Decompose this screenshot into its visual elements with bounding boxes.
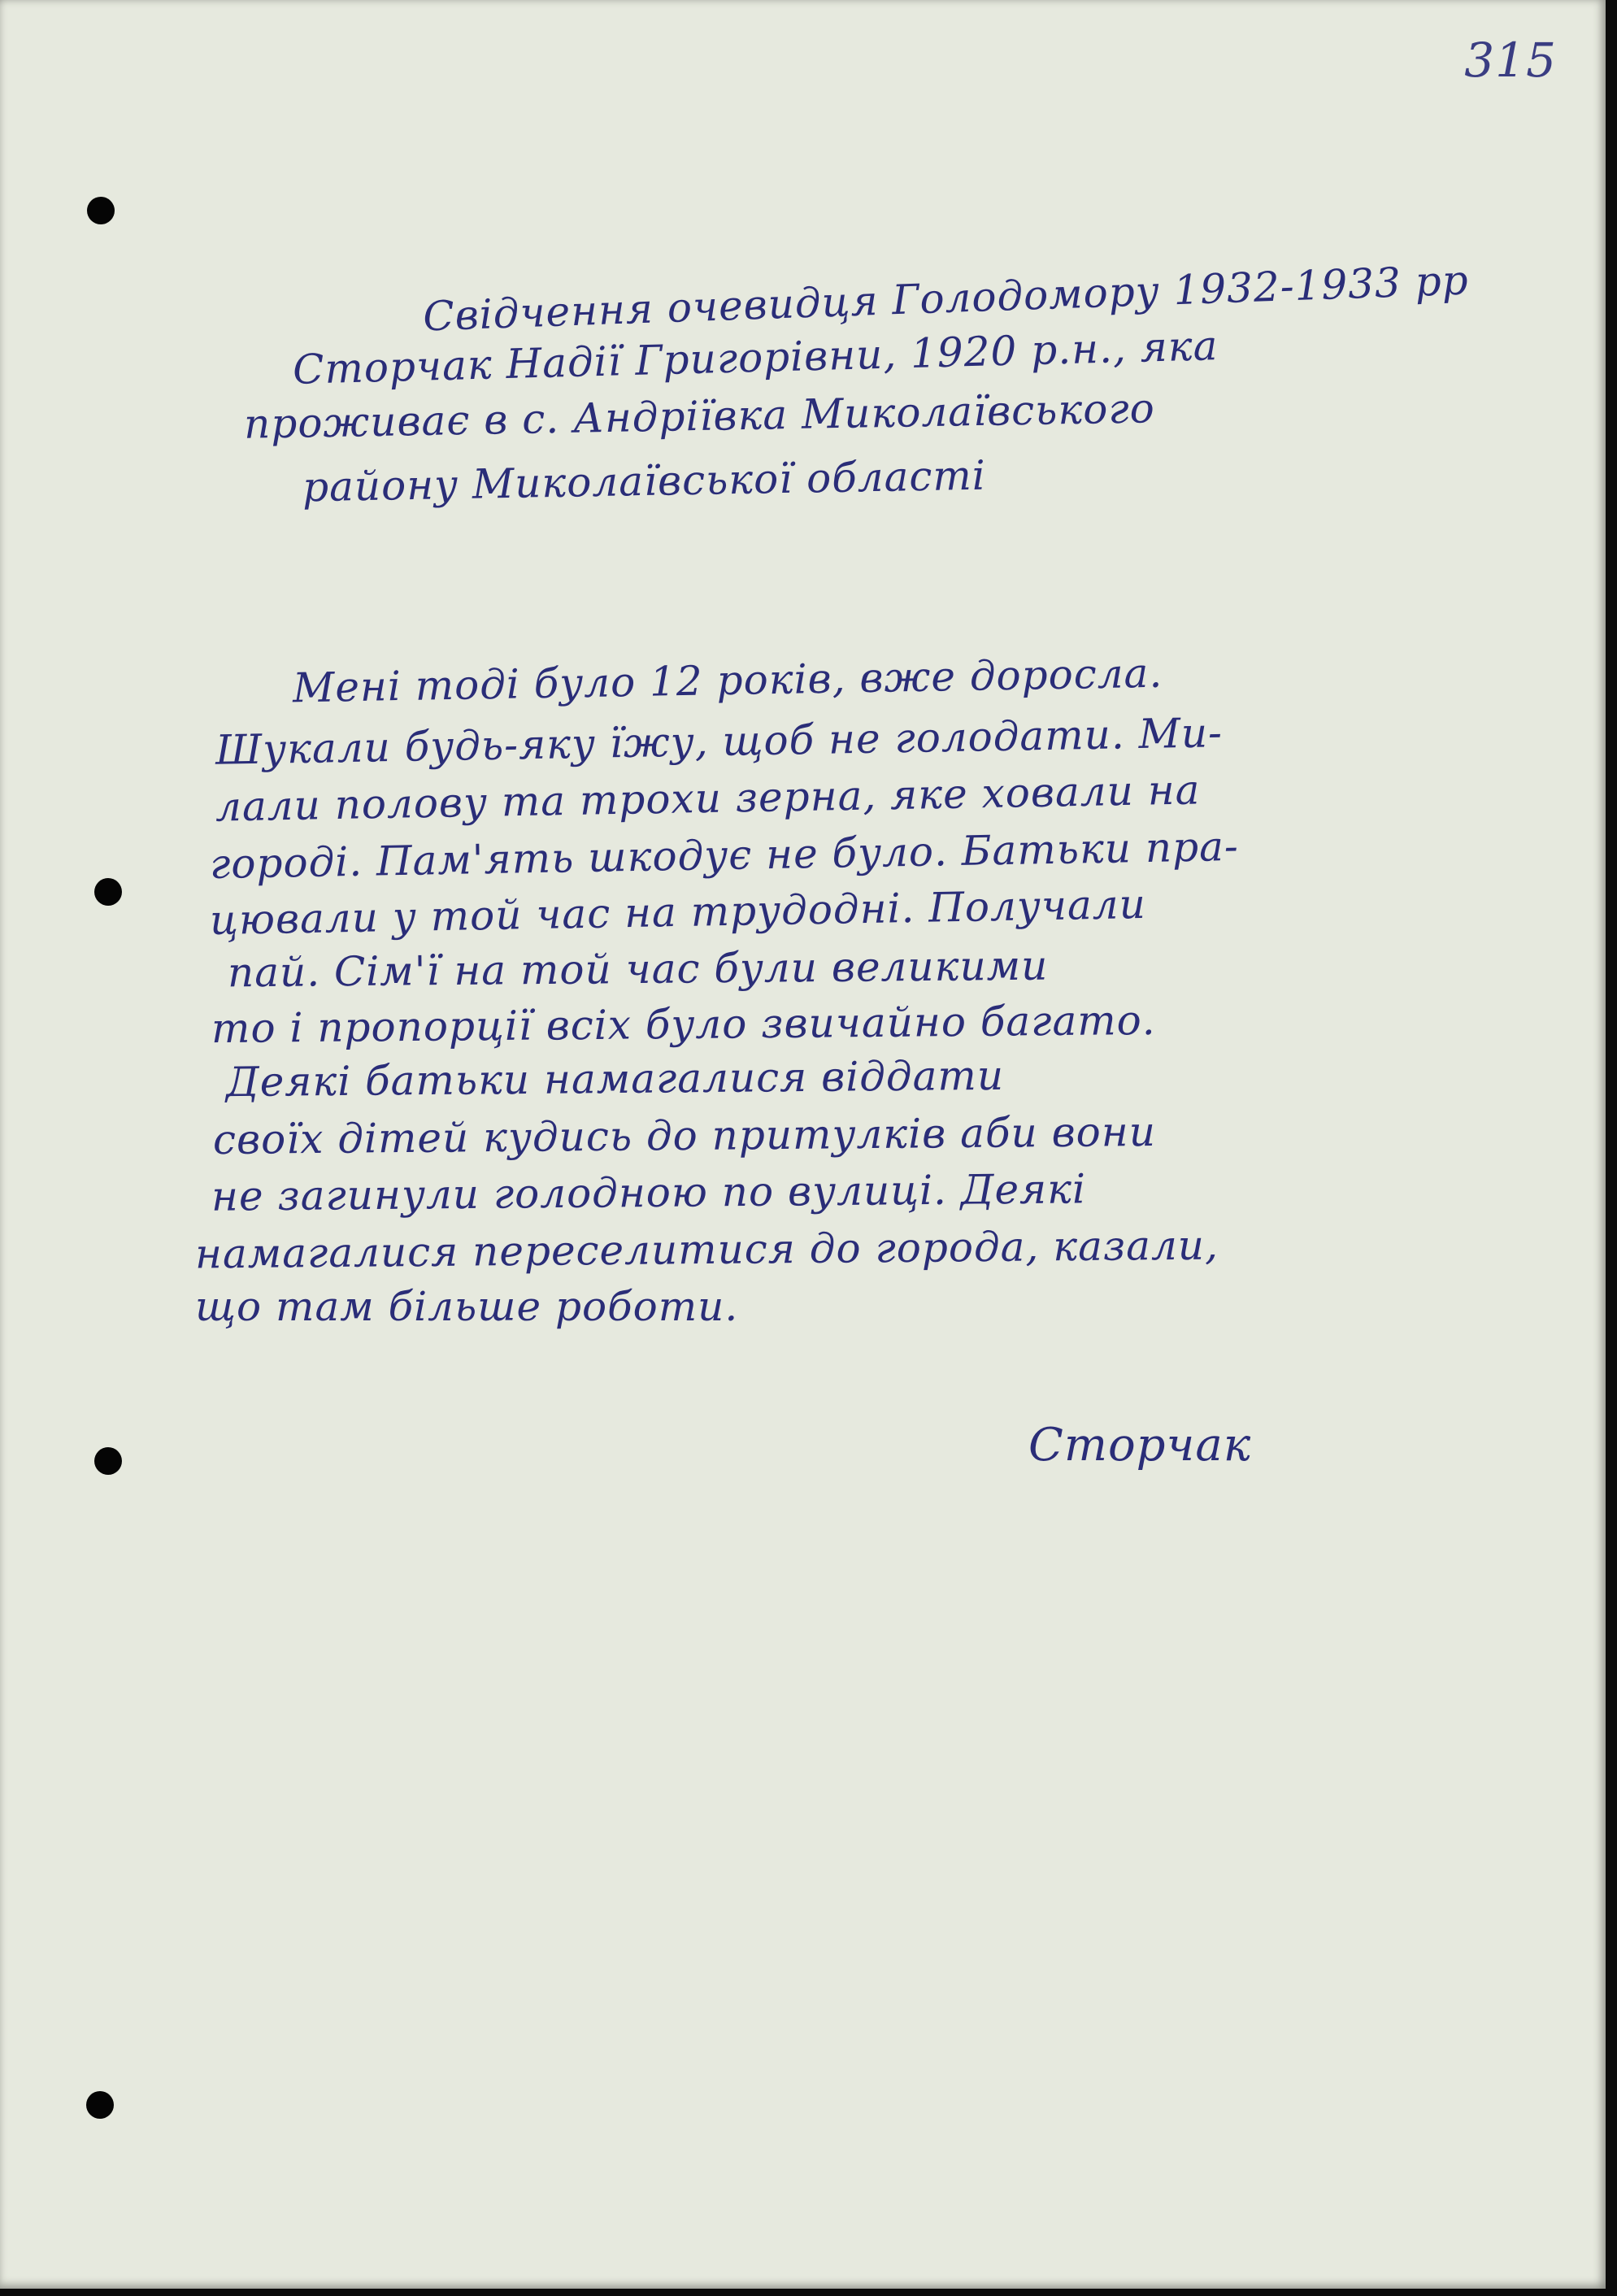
body-line: цювали у той час на трудодні. Получали [209,880,1147,945]
punch-hole-4 [86,2091,114,2119]
signature: Сторчак [1028,1419,1252,1472]
punch-hole-1 [87,197,115,224]
body-line: пай. Сім'ї на той час були великими [227,941,1049,997]
punch-hole-3 [94,1447,122,1475]
body-line: не загинули голодною по вулиці. Деякі [211,1165,1087,1220]
body-line: Деякі батьки намагалися віддати [225,1051,1005,1107]
body-line: то і пропорції всіх було звичайно багато. [211,996,1156,1053]
body-line: намагалися переселитися до города, казали, [194,1221,1219,1278]
body-line: своїх дітей кудись до притулків аби вони [212,1107,1157,1164]
body-line: Шукали будь-яку їжу, щоб не голодати. Ми- [215,709,1224,774]
body-line: Мені тоді було 12 років, вже доросла. [292,649,1163,712]
body-line: городі. Пам'ять шкодує не було. Батьки пра- [209,822,1240,889]
page-number: 315 [1464,33,1557,88]
heading-line: проживає в с. Андріївка Миколаївського [243,385,1156,448]
heading-line: Свідчення очевидця Голодомору 1932-1933 рр [422,256,1470,341]
body-line: лали полову та трохи зерна, яке ховали на [215,766,1201,831]
heading-line: Сторчак Надії Григорівни, 1920 р.н., яка [292,322,1219,394]
body-line: що там більше роботи. [195,1283,739,1330]
punch-hole-2 [94,878,122,906]
heading-line: району Миколаївської області [302,451,987,511]
